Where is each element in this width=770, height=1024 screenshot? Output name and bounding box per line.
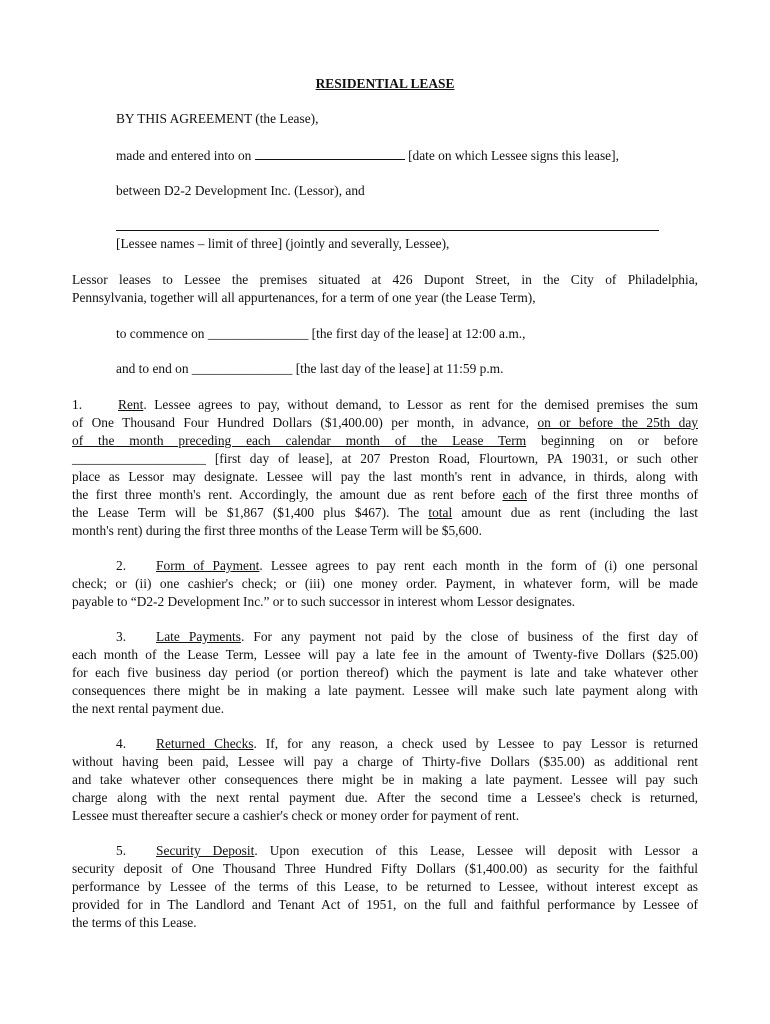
deposit-section-line: the terms of this Lease. [72,915,197,930]
returned-section-line [116,736,698,752]
late-section-line: the next rental payment due. [72,701,225,716]
section-number: 2. [116,558,127,573]
rent-section-line [72,505,698,521]
rent-emphasis: each [502,487,528,502]
deposit-text: . Upon execution of this Lease, Lessee will deposit with Lessor a [254,843,698,858]
premises-line: Pennsylvania, together will all appurtenances, for a term of one year (the Lease Term), [72,290,536,305]
returned-section-line: and take whatever other consequences there might be in making a late payment. Lessee will pay such [72,772,698,787]
premises-line: Lessor leases to Lessee the premises situated at 426 Dupont Street, in the City of Philadelphia, [72,272,698,287]
made-suffix: [date on which Lessee signs this lease], [408,148,619,163]
made-entered-line [116,147,619,164]
section-number: 4. [116,736,127,751]
payment-section-line [116,558,698,574]
section-heading-rent: Rent [118,397,144,412]
end-blank: _______________ [191,361,293,376]
commence-line [116,326,525,342]
date-signed-blank [255,147,405,160]
rent-section-line [72,487,698,503]
rent-emphasis: total [428,505,453,520]
late-text: . For any payment not paid by the close of business of the first day of [240,629,698,644]
late-section-line: each month of the Lease Term, Lessee will pay a late fee in the amount of Twenty-five Dollars ($25.00) [72,647,698,662]
late-section-line: for each five business day period (or portion thereof) which the payment is late and take whatever other [72,665,698,680]
rent-text: beginning on or before [541,433,698,448]
section-number: 1. [72,397,83,412]
rent-text: . Lessee agrees to pay, without demand, to Lessor as rent for the demised premises the sum [143,397,698,412]
lessee-names-blank [116,230,659,231]
deposit-section-line: provided for in The Landlord and Tenant Act of 1951, on the full and faithful performance by Lessee of [72,897,698,912]
rent-section-line [72,451,698,467]
rent-section-line [72,433,698,449]
between-line: between D2-2 Development Inc. (Lessor), and [116,183,365,198]
rent-due-date: of the month preceding each calendar month of the Lease Term [72,433,527,448]
deposit-section-line: performance by Lessee of the terms of this Lease, to be returned to Lessee, without interest except as [72,879,698,894]
rent-due-date: on or before the 25th day [537,415,698,430]
rent-section-line [72,397,698,413]
first-day-blank: ____________________ [72,451,206,466]
rent-text: [first day of lease], at 207 Preston Road, Flourtown, PA 19031, or such other [214,451,698,466]
returned-text: . If, for any reason, a check used by Lessee to pay Lessor is returned [253,736,699,751]
section-number: 5. [116,843,127,858]
section-heading-payment: Form of Payment [156,558,260,573]
returned-section-line: Lessee must thereafter secure a cashier's check or money order for payment of rent. [72,808,520,823]
late-section-line [116,629,698,645]
rent-section-line: month's rent) during the first three months of the Lease Term will be $5,600. [72,523,482,538]
page-title: RESIDENTIAL LEASE [315,76,455,91]
rent-text: of the first three months of [534,487,698,502]
lessee-names-line: [Lessee names – limit of three] (jointly and severally, Lessee), [116,236,450,251]
returned-section-line: charge along with the next rental payment due. After the second time a Lessee's check is returned, [72,790,698,805]
end-line [116,361,503,377]
rent-section-line [72,415,698,431]
intro-line: BY THIS AGREEMENT (the Lease), [116,111,319,126]
section-heading-returned: Returned Checks [156,736,254,751]
payment-section-line: check; or (ii) one cashier's check; or (iii) one money order. Payment, in whatever form, will be made [72,576,698,591]
commence-blank: _______________ [207,326,309,341]
section-number: 3. [116,629,127,644]
rent-section-line: place as Lessor may designate. Lessee will pay the last month's rent in advance, in thirds, along with [72,469,698,484]
deposit-section-line: security deposit of One Thousand Three Hundred Fifty Dollars ($1,400.00) as security for the faithful [72,861,698,876]
commence-prefix: to commence on [116,326,205,341]
rent-text: amount due as rent (including the last [461,505,698,520]
returned-section-line: without having been paid, Lessee will pay a charge of Thirty-five Dollars ($35.00) as additional rent [72,754,698,769]
section-heading-deposit: Security Deposit [156,843,255,858]
payment-section-line: payable to “D2-2 Development Inc.” or to such successor in interest whom Lessor designates. [72,594,576,609]
rent-text: the Lease Term will be $1,867 ($1,400 plus $467). The [72,505,420,520]
payment-text: . Lessee agrees to pay rent each month in the form of (i) one personal [259,558,698,573]
section-heading-late: Late Payments [156,629,241,644]
made-prefix: made and entered into on [116,148,252,163]
rent-text: of One Thousand Four Hundred Dollars ($1,400.00) per month, in advance, [72,415,529,430]
rent-text: the first three month's rent. Accordingly, the amount due as rent before [72,487,496,502]
late-section-line: consequences there might be in making a late payment. Lessee will make such late payment along with [72,683,698,698]
end-suffix: [the last day of the lease] at 11:59 p.m. [295,361,504,376]
deposit-section-line [116,843,698,859]
end-prefix: and to end on [116,361,189,376]
commence-suffix: [the first day of the lease] at 12:00 a.m., [311,326,526,341]
